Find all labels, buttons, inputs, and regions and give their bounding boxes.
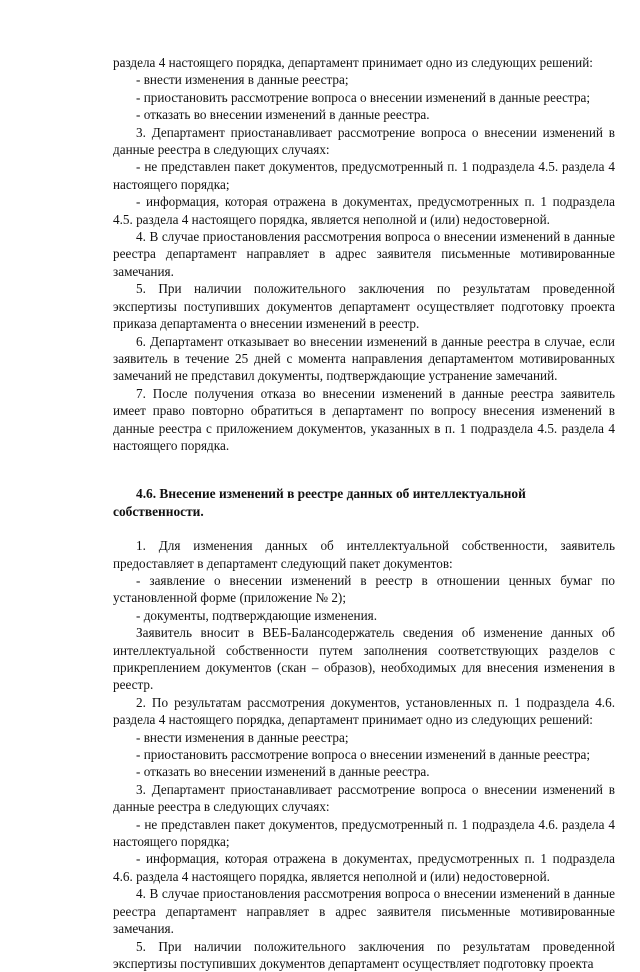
paragraph: 7. После получения отказа во внесении изменений в данные реестра заявитель имеет право повторно обратиться в департамент по вопросу внесения изменений в данные реестра с приложением документов, указанных в п. 1 подраздела 4.5. раздела 4 настоящего порядка. — [113, 385, 615, 455]
list-item: - документы, подтверждающие изменения. — [113, 607, 615, 624]
paragraph: 3. Департамент приостанавливает рассмотрение вопроса о внесении изменений в данные реестра в следующих случаях: — [113, 781, 615, 816]
list-item: - отказать во внесении изменений в данные реестра. — [113, 106, 615, 123]
list-item: - не представлен пакет документов, предусмотренный п. 1 подраздела 4.6. раздела 4 настоящего порядка; — [113, 816, 615, 851]
paragraph: 2. По результатам рассмотрения документов, установленных п. 1 подраздела 4.6. раздела 4 настоящего порядка, департамент принимает одно из следующих решений: — [113, 694, 615, 729]
list-item: - информация, которая отражена в документах, предусмотренных п. 1 подраздела 4.5. раздела 4 настоящего порядка, является неполной и (или) недостоверной. — [113, 193, 615, 228]
list-item: - внести изменения в данные реестра; — [113, 71, 615, 88]
paragraph: 4. В случае приостановления рассмотрения вопроса о внесении изменений в данные реестра департамент направляет в адрес заявителя письменные мотивированные замечания. — [113, 885, 615, 937]
list-item: - заявление о внесении изменений в реестр в отношении ценных бумаг по установленной форме (приложение № 2); — [113, 572, 615, 607]
list-item: - приостановить рассмотрение вопроса о внесении изменений в данные реестра; — [113, 89, 615, 106]
list-item: - внести изменения в данные реестра; — [113, 729, 615, 746]
paragraph: 1. Для изменения данных об интеллектуальной собственности, заявитель предоставляет в департамент следующий пакет документов: — [113, 537, 615, 572]
paragraph: 4. В случае приостановления рассмотрения вопроса о внесении изменений в данные реестра департамент направляет в адрес заявителя письменные мотивированные замечания. — [113, 228, 615, 280]
paragraph: Заявитель вносит в ВЕБ-Балансодержатель сведения об изменение данных об интеллектуальной собственности путем заполнения соответствующих разделов с прикреплением документов (скан – образов), необходимых для внесения изменения в реестр. — [113, 624, 615, 694]
paragraph: 6. Департамент отказывает во внесении изменений в данные реестра в случае, если заявитель в течение 25 дней с момента направления департаментом мотивированных замечаний не представил документы, подтверждающие устранение замечаний. — [113, 333, 615, 385]
paragraph: 5. При наличии положительного заключения по результатам проведенной экспертизы поступивших документов департамент осуществляет подготовку проекта — [113, 938, 615, 972]
section-heading: 4.6. Внесение изменений в реестре данных об интеллектуальной собственности. — [113, 485, 615, 520]
list-item: - не представлен пакет документов, предусмотренный п. 1 подраздела 4.5. раздела 4 настоящего порядка; — [113, 158, 615, 193]
bottom-section — [113, 537, 615, 972]
paragraph-continuation: раздела 4 настоящего порядка, департамент принимает одно из следующих решений: — [113, 54, 615, 71]
list-item: - информация, которая отражена в документах, предусмотренных п. 1 подраздела 4.6. раздела 4 настоящего порядка, является неполной и (или) недостоверной. — [113, 850, 615, 885]
paragraph: 5. При наличии положительного заключения по результатам проведенной экспертизы поступивших документов департамент осуществляет подготовку проекта приказа департамента о внесении изменений в реестр. — [113, 280, 615, 332]
top-section — [113, 54, 615, 454]
list-item: - отказать во внесении изменений в данные реестра. — [113, 763, 615, 780]
paragraph: 3. Департамент приостанавливает рассмотрение вопроса о внесении изменений в данные реестра в следующих случаях: — [113, 124, 615, 159]
list-item: - приостановить рассмотрение вопроса о внесении изменений в данные реестра; — [113, 746, 615, 763]
